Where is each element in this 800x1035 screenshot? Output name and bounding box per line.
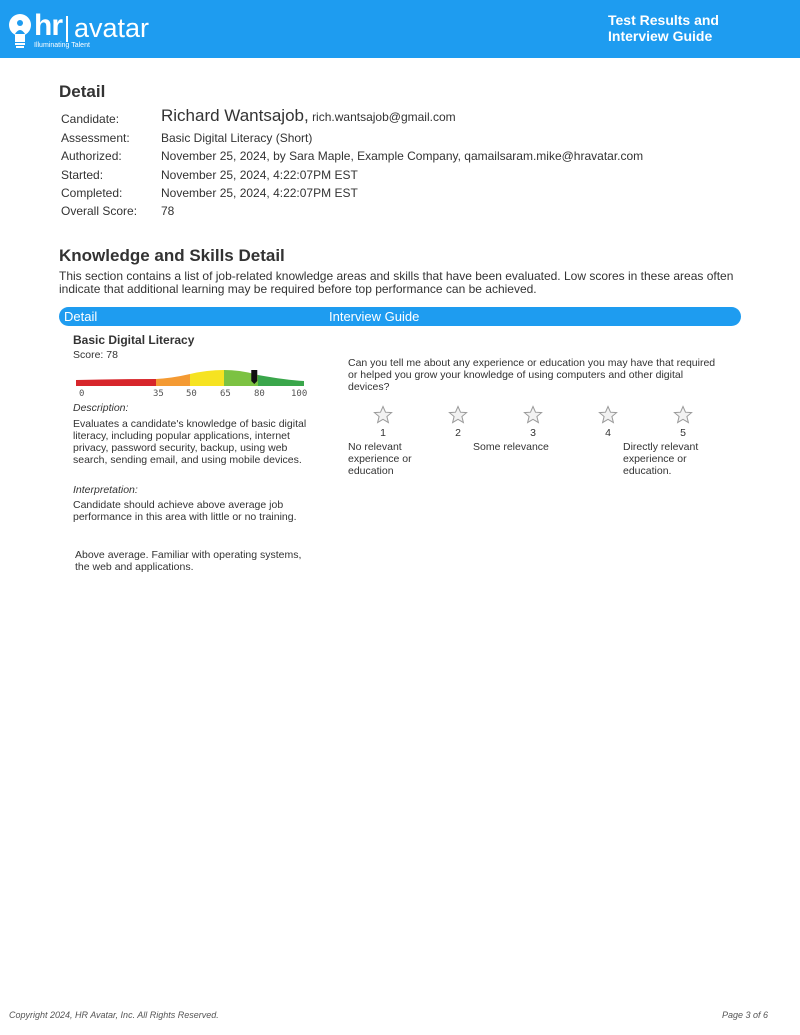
report-title-line1: Test Results and [608, 12, 719, 28]
scale-band-35-50 [156, 374, 190, 386]
rating-number-1: 1 [380, 427, 386, 439]
authorized-row [61, 145, 643, 163]
started-row [61, 163, 643, 181]
scale-tick-100: 100 [291, 389, 308, 399]
rating-anchor-mid: Some relevance [473, 441, 549, 453]
started-label: Started: [61, 167, 104, 182]
competency-description: Evaluates a candidate's knowledge of basic digital literacy, including popular applications, internet privacy, password security, backup, using web search, sending email, and using mobile devices. [73, 418, 307, 466]
rating-star-1-icon[interactable] [373, 405, 393, 425]
rating-star-4-icon[interactable] [598, 405, 618, 425]
overall-score-value: 78 [161, 204, 175, 219]
rating-number-5: 5 [680, 427, 686, 439]
knowledge-description: This section contains a list of job-related knowledge areas and skills that have been evaluated. Low scores in these areas often indicate that additional learning may be required before top performance can be achieved. [59, 269, 734, 296]
interview-question: Can you tell me about any experience or education you may have that required or helped you grow your knowledge of using computers and other digital devices? [348, 357, 716, 393]
scale-tick-0: 0 [79, 389, 85, 399]
score-marker [251, 370, 257, 384]
completed-row [61, 182, 643, 200]
candidate-email: rich.wantsajob@gmail.com [312, 110, 456, 125]
rating-star-5-icon[interactable] [673, 405, 693, 425]
detail-info-table [61, 108, 643, 218]
candidate-row [61, 108, 643, 126]
logo-avatar-text: avatar [74, 13, 150, 43]
rating-number-2: 2 [455, 427, 461, 439]
overall-score-row [61, 200, 643, 218]
assessment-label: Assessment: [61, 130, 130, 145]
assessment-value: Basic Digital Literacy (Short) [161, 130, 313, 145]
logo-hr-text: hr [34, 9, 62, 42]
competency-name: Basic Digital Literacy [73, 333, 195, 347]
scale-band-80-100 [258, 375, 304, 386]
authorized-label: Authorized: [61, 149, 122, 164]
rating-star-2-icon[interactable] [448, 405, 468, 425]
completed-label: Completed: [61, 185, 123, 200]
knowledge-heading: Knowledge and Skills Detail [59, 246, 285, 265]
footer-copyright: Copyright 2024, HR Avatar, Inc. All Rights Reserved. [9, 1010, 219, 1020]
scale-tick-80: 80 [254, 389, 265, 399]
rating-star-3-icon[interactable] [523, 405, 543, 425]
authorized-value: November 25, 2024, by Sara Maple, Example Company, qamailsaram.mike@hravatar.com [161, 149, 644, 164]
score-scale-graphic [76, 369, 308, 389]
competency-detail [73, 333, 313, 573]
detail-column-header: Detail [64, 309, 98, 324]
footer-page-number: Page 3 of 6 [721, 1010, 768, 1020]
scale-tick-65: 65 [220, 389, 231, 399]
page-header [0, 0, 800, 58]
description-label: Description: [73, 402, 129, 414]
started-value: November 25, 2024, 4:22:07PM EST [161, 167, 358, 182]
section-table-header [59, 307, 741, 326]
completed-value: November 25, 2024, 4:22:07PM EST [161, 185, 358, 200]
overall-score-label: Overall Score: [61, 204, 138, 219]
candidate-label: Candidate: [61, 112, 120, 127]
report-title [608, 12, 748, 44]
rating-number-4: 4 [605, 427, 611, 439]
scale-band-50-65 [190, 370, 224, 386]
detail-heading: Detail [59, 82, 106, 101]
rating-anchor-low: No relevant experience or education [348, 441, 412, 477]
report-title-line2: Interview Guide [608, 28, 713, 44]
interpretation-label: Interpretation: [73, 484, 138, 496]
competency-summary: Above average. Familiar with operating systems, the web and applications. [75, 549, 302, 573]
logo-divider [66, 16, 68, 42]
assessment-row [61, 126, 643, 144]
scale-tick-35: 35 [153, 389, 164, 399]
scale-tick-50: 50 [186, 389, 197, 399]
logo-tagline: Illuminating Talent [34, 42, 90, 49]
competency-score: Score: 78 [73, 349, 118, 361]
hr-avatar-logo [8, 10, 148, 52]
interview-guide-column-header: Interview Guide [329, 309, 420, 324]
scale-band-0-35 [76, 379, 156, 386]
competency-interpretation: Candidate should achieve above average job performance in this area with little or no training. [73, 499, 297, 523]
rating-anchor-high: Directly relevant experience or education. [623, 441, 699, 477]
rating-number-3: 3 [530, 427, 536, 439]
interview-guide [348, 357, 728, 477]
lightbulb-icon [8, 12, 32, 52]
candidate-name: Richard Wantsajob, [161, 106, 309, 126]
